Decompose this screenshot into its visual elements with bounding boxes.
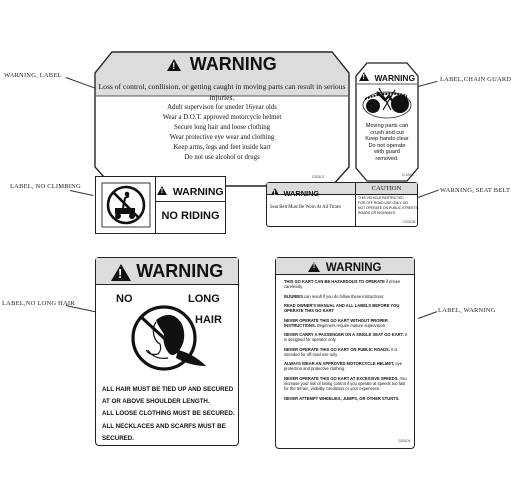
chain-guard-title: WARNING [374,73,415,83]
part-number: G03104 [398,439,411,443]
gokart-paragraph [284,294,410,299]
main-warning-line: Keep arms, legs and feet inside kart [173,144,271,152]
gokart-paragraph [284,279,410,289]
chain-guard-line: with guard [374,149,400,156]
callout-warning-label: WARNING, LABEL [4,72,62,79]
part-number: G03107 [312,175,325,179]
callout-no-long-hair: LABEL,NO LONG HAIR [2,300,75,307]
paragraph-bold: THIS GO KART CAN BE HAZARDOUS TO OPERATE [284,279,385,284]
paragraph-text: eye protection and protective clothing. [284,361,402,372]
callout-seat-belt: WARNING, SEAT BELT [440,187,511,194]
paragraph-bold: ALWAYS WEAR AN APPROVED MOTORCYCLE HELMET, [284,361,395,367]
no-riding-text: NO RIDING [161,210,220,222]
long-hair-rule: SECURED. [102,434,134,442]
long-hair-rule: ALL NECKLACES AND SCARFS MUST BE [102,422,226,430]
warning-triangle-icon [111,264,131,281]
seat-belt-main-text: Seat Belt Must Be Worn At All Times [270,205,341,210]
warning-triangle-icon [359,72,369,81]
leader-line [66,77,96,89]
gokart-paragraph [284,347,410,357]
paragraph-bold: NEVER CARRY A PASSENGER ON A SINGLE SEAT GO KART. [284,332,404,338]
chain-guard-label [355,62,419,182]
callout-label-warning: LABEL, WARNING [438,307,496,314]
warning-triangle-icon [271,188,279,195]
seat-belt-restrictions [358,196,419,216]
main-warning-label [94,53,350,187]
chain-guard-header [355,68,419,86]
leader-line [70,190,94,196]
long-hair-label [95,257,239,446]
chain-guard-line: Do not operate [368,142,406,149]
main-warning-line: Wear a D.O.T. approved motorcycle helmet [162,114,282,122]
seat-belt-title: WARNING [283,189,320,198]
main-warning-line: Wear protective eye wear and clothing [169,134,275,142]
gokart-paragraph [284,332,410,342]
caution-title: CAUTION [371,185,402,192]
paragraph-text: It is designed for operator only. [284,332,408,343]
warning-triangle-icon [167,59,181,71]
paragraph-text: if driven carelessly. [284,279,401,290]
no-riding-title: WARNING [172,186,224,198]
gokart-paragraph [284,396,410,401]
main-warning-line: Do not use alcohol or drugs [184,154,260,162]
no-climbing-icon [101,182,151,228]
paragraph-text: can result if you do follow these instructions: [304,293,385,299]
gokart-paragraphs [284,279,410,405]
paragraph-bold: READ OWNER'S MANUAL AND ALL LABELS BEFORE YOU OPERATE THIS GO KART [284,303,400,314]
gokart-paragraph [284,303,410,313]
long-hair-title: WARNING [136,261,224,281]
long-hair-rules [102,384,236,445]
main-warning-lead: Loss of control, conllision, or getting caught in moving parts can result in serious injuries. [98,82,346,102]
paragraph-bold: NEVER OPERATE THIS GO KART ON PUBLIC ROADS. [284,346,390,352]
no-text: NO [116,293,133,305]
main-warning-header [94,53,350,75]
warning-triangle-icon [157,186,167,195]
no-riding-header [156,182,225,200]
main-warning-line: Adult supervison for uneder 16year olds [167,104,277,111]
leader-line [418,189,439,197]
chain-guard-line: crush and cut [370,129,404,136]
gokart-title: WARNING [325,262,382,274]
main-warning-title: WARNING [189,54,277,74]
chain-guard-line: removed. [375,155,399,162]
restriction-line: THIS VEHICLE RESTRICTED [358,196,404,200]
no-long-hair-icon [118,300,218,372]
main-warning-line: Secure long hair and loose clothing [173,124,271,132]
leader-line [418,311,437,319]
long-hair-rule: ALL HAIR MUST BE TIED UP AND SECURED [102,386,234,393]
gokart-paragraph [284,361,410,371]
paragraph-bold: NEVER ATTEMPT WHEELIES, JUMPS, OR OTHER STUNTS. [284,395,400,401]
long-hair-rule: ALL LOOSE CLOTHING MUST BE SECURED. [102,410,235,418]
gokart-header [276,258,414,276]
long-hair-header [96,260,238,282]
warning-triangle-icon [308,262,320,272]
long-hair-rule: AT OR ABOVE SHOULDER LENGTH. [102,398,210,406]
long-text: LONG [188,293,220,305]
paragraph-text: Beginners require mature supervision. [316,322,387,328]
restriction-line: FOR OFF ROAD USE ONLY. DO [358,201,408,205]
chain-guard-text [355,123,419,163]
part-number: G03108 [403,220,416,224]
callout-chain-guard: LABEL,CHAIN GUARD [440,76,511,83]
chain-guard-line: Moving parts can [365,123,409,129]
paragraph-bold: INJURIES [284,293,303,299]
main-warning-lines [104,103,340,164]
part-number: G-0094 [402,173,414,177]
leader-line [66,305,96,312]
gokart-warning-label [275,257,415,449]
no-riding-label [95,176,226,234]
divider [156,201,225,202]
chain-guard-line: Keep hands clear [365,136,409,143]
leader-line [418,81,438,87]
paragraph-bold: NEVER OPERATE THIS GO KART WITHOUT PROPER INSTRUCTIONS. [284,317,388,328]
callout-no-climbing: LABEL, NO CLIMBING [10,183,81,190]
paragraph-bold: NEVER OPERATE THIS GO KART AT EXCESSIVE SPEEDS. [284,375,399,381]
hair-text: HAIR [195,314,222,326]
gokart-paragraph [284,318,410,328]
restriction-line: ROADS OR HIGHWAYS. [358,211,397,215]
seat-belt-label [266,182,418,227]
seat-belt-header [271,183,341,201]
restriction-line: NOT OPERATE ON PUBLIC STREETS, [358,206,419,210]
gokart-paragraph [284,376,410,391]
paragraph-text: It is intended for off-road use only. [284,346,398,357]
paragraph-text: You increase your risk of losing control if you operate at speeds too fast for the terrain, visibility conditions or your experience. [284,375,407,392]
